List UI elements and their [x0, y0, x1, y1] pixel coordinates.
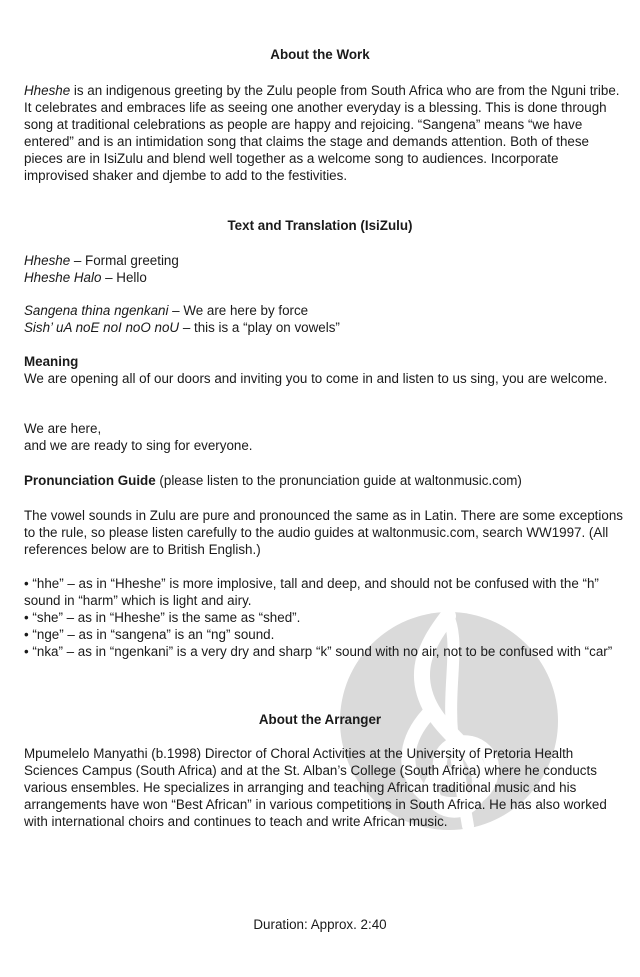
meaning-line: and we are ready to sing for everyone. [24, 438, 253, 453]
about-work-paragraph [24, 82, 624, 184]
zulu-text: Sish’ uA noE noI noO noU [24, 320, 180, 335]
pronunciation-heading: Pronunciation Guide [24, 473, 156, 488]
pronunciation-intro: The vowel sounds in Zulu are pure and pronounced the same as in Latin. There are some exceptions to the rule, so please listen carefully to the audio guides at waltonmusic.com, search WW1997. (All references below are to British English.) [24, 508, 623, 557]
english-text: – this is a “play on vowels” [179, 320, 340, 335]
zulu-text: Hheshe Halo [24, 270, 102, 285]
english-text: – Formal greeting [70, 253, 179, 268]
zulu-text: Hheshe [24, 253, 71, 268]
bullet-item: • “nka” – as in “ngenkani” is a very dry and sharp “k” sound with no air, not to be confused with “car” [24, 644, 613, 659]
about-work-body: is an indigenous greeting by the Zulu people from South Africa who are from the Nguni tribe. It celebrates and embraces life as seeing one another everyday is a blessing. This is done through song at traditional celebrations as people are happy and rejoicing. “Sangena” means “we have entered” and is an intimidation song that claims the stage and demands attention. Both of these pieces are in IsiZulu and blend well together as a welcome song to audiences. Incorporate improvised shaker and djembe to add to the festivities. [24, 83, 620, 183]
about-work-term: Hheshe [24, 83, 71, 98]
arranger-heading: About the Arranger [258, 712, 382, 727]
bullet-item: • “nge” – as in “sangena” is an “ng” sound. [24, 627, 275, 642]
bullet-item: • “hhe” – as in “Hheshe” is more implosive, tall and deep, and should not be confused with the “h” sound in “harm” which is light and airy. [24, 576, 599, 608]
arranger-paragraph: Mpumelelo Manyathi (b.1998) Director of Choral Activities at the University of Pretoria Health Sciences Campus (South Africa) and at the St. Alban’s College (South Africa) where he conducts various ensembles. He specializes in arranging and teaching African traditional music and his arrangements have won “Best African” in various competitions in South Africa. He has also worked with international choirs and continues to teach and write African music. [24, 746, 607, 829]
translation-line [24, 252, 624, 269]
pronunciation-note: (please listen to the pronunciation guide at waltonmusic.com) [155, 473, 522, 488]
meaning-paragraph: We are opening all of our doors and inviting you to come in and listen to us sing, you are welcome. [24, 371, 608, 386]
pronunciation-heading-line [24, 472, 624, 489]
duration-text: Duration: Approx. 2:40 [253, 917, 387, 932]
meaning-line: We are here, [24, 421, 102, 436]
translation-line [24, 319, 624, 336]
meaning-heading: Meaning [24, 354, 79, 369]
translation-line [24, 302, 624, 319]
english-text: – We are here by force [168, 303, 309, 318]
english-text: – Hello [101, 270, 147, 285]
bullet-item: • “she” – as in “Hheshe” is the same as “shed”. [24, 610, 301, 625]
about-work-heading: About the Work [270, 47, 370, 62]
pronunciation-bullets [24, 575, 624, 660]
translation-line [24, 269, 624, 286]
zulu-text: Sangena thina ngenkani [24, 303, 169, 318]
translation-heading: Text and Translation (IsiZulu) [227, 218, 413, 233]
